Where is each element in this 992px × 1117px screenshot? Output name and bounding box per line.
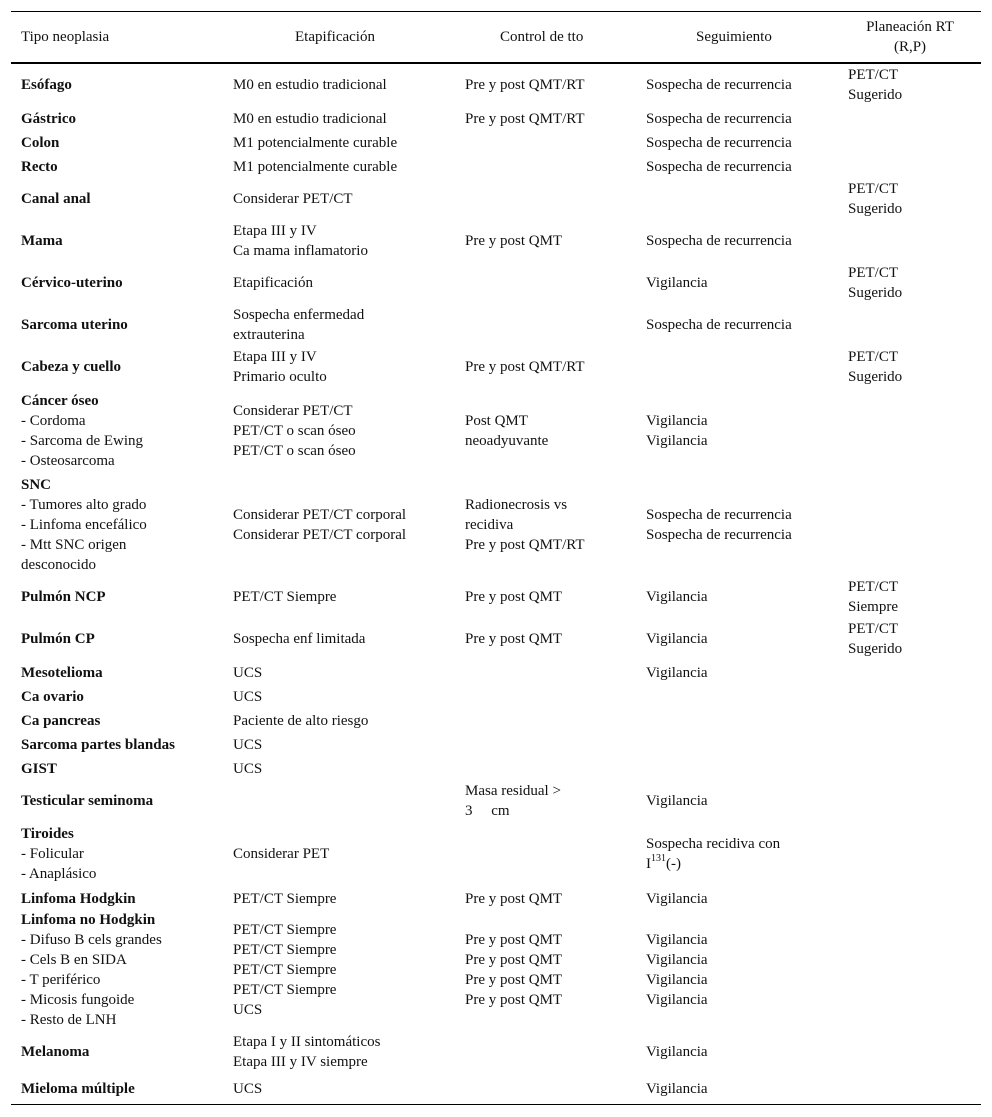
cell-planeacion — [848, 221, 978, 261]
cell-line: Etapa I y II sintomáticos — [233, 1034, 381, 1050]
cell-line: Vigilancia — [646, 972, 708, 988]
table-top-rule — [11, 11, 981, 12]
cell-line: PET/CT o scan óseo — [233, 423, 356, 439]
cell-planeacion — [848, 661, 978, 685]
cell-seguimiento — [646, 577, 841, 617]
cell-control — [465, 347, 640, 387]
cell-control — [465, 709, 640, 733]
table-row — [11, 685, 981, 709]
cell-tipo — [21, 263, 226, 303]
cell-line: Vigilancia — [646, 433, 708, 449]
cell-seguimiento — [646, 263, 841, 303]
cell-line: Pre y post QMT/RT — [465, 537, 585, 553]
cell-control — [465, 263, 640, 303]
cell-etapificacion — [233, 685, 458, 709]
neoplasia-name: Ca ovario — [21, 689, 84, 705]
cell-planeacion — [848, 131, 978, 155]
cell-line: UCS — [233, 689, 263, 705]
table-row — [11, 131, 981, 155]
neoplasia-name: Sarcoma partes blandas — [21, 737, 175, 753]
neoplasia-name: Tiroides — [21, 826, 74, 842]
cell-planeacion — [848, 179, 978, 219]
table-row — [11, 347, 981, 387]
neoplasia-name: Cáncer óseo — [21, 393, 99, 409]
cell-planeacion — [848, 781, 978, 821]
neoplasia-name: Melanoma — [21, 1044, 90, 1060]
cell-line: Vigilancia — [646, 665, 708, 681]
cell-line: Sugerido — [848, 87, 903, 103]
neoplasia-name: Linfoma Hodgkin — [21, 891, 136, 907]
neoplasia-name: Cérvico-uterino — [21, 275, 123, 291]
table-bottom-rule — [11, 1104, 981, 1105]
cell-line: Vigilancia — [646, 275, 708, 291]
cell-etapificacion — [233, 823, 458, 885]
cell-control — [465, 733, 640, 757]
cell-control — [465, 757, 640, 781]
cell-tipo — [21, 911, 226, 1029]
table-row — [11, 305, 981, 345]
table-row — [11, 1031, 981, 1073]
cell-etapificacion — [233, 389, 458, 473]
cell-line: Pre y post QMT/RT — [465, 77, 585, 93]
cell-line: Sugerido — [848, 285, 903, 301]
cell-planeacion — [848, 1077, 978, 1101]
cell-line: PET/CT — [848, 349, 899, 365]
cell-control — [465, 221, 640, 261]
cell-tipo — [21, 757, 226, 781]
cell-line: Pre y post QMT/RT — [465, 111, 585, 127]
cell-line: 3 cm — [465, 803, 510, 819]
cell-control — [465, 661, 640, 685]
neoplasia-name: SNC — [21, 477, 52, 493]
cell-control — [465, 65, 640, 105]
cell-line: PET/CT — [848, 181, 899, 197]
cell-line: UCS — [233, 737, 263, 753]
cell-etapificacion — [233, 347, 458, 387]
cell-seguimiento — [646, 911, 841, 1029]
cell-seguimiento — [646, 1031, 841, 1073]
cell-control — [465, 1077, 640, 1101]
cell-tipo — [21, 155, 226, 179]
cell-tipo — [21, 781, 226, 821]
cell-seguimiento — [646, 733, 841, 757]
cell-control — [465, 475, 640, 575]
cell-planeacion — [848, 1031, 978, 1073]
cell-seguimiento — [646, 757, 841, 781]
cell-tipo — [21, 733, 226, 757]
cell-line: Considerar PET/CT corporal — [233, 507, 407, 523]
cell-line: Pre y post QMT — [465, 952, 563, 968]
cell-tipo — [21, 305, 226, 345]
neoplasia-subtype: - Micosis fungoide — [21, 992, 135, 1008]
neoplasia-name: Esófago — [21, 77, 72, 93]
cell-etapificacion — [233, 757, 458, 781]
cell-tipo — [21, 1077, 226, 1101]
cell-planeacion — [848, 347, 978, 387]
cell-seguimiento — [646, 475, 841, 575]
cell-line: PET/CT — [848, 67, 899, 83]
cell-line: Sospecha de recurrencia — [646, 159, 792, 175]
neoplasia-subtype: - Anaplásico — [21, 866, 97, 882]
cell-line: PET/CT Siempre — [233, 922, 337, 938]
cell-etapificacion — [233, 263, 458, 303]
cell-seguimiento — [646, 65, 841, 105]
cell-planeacion — [848, 619, 978, 659]
table-row — [11, 65, 981, 105]
cell-line: PET/CT Siempre — [233, 982, 337, 998]
cell-line: Sospecha de recurrencia — [646, 233, 792, 249]
neoplasia-subtype: - Linfoma encefálico — [21, 517, 147, 533]
cell-line: Sospecha recidiva con — [646, 836, 781, 852]
cell-etapificacion — [233, 661, 458, 685]
table-row — [11, 107, 981, 131]
cell-line: Vigilancia — [646, 1044, 708, 1060]
cell-control — [465, 389, 640, 473]
cell-tipo — [21, 221, 226, 261]
cell-line: UCS — [233, 1002, 263, 1018]
cell-tipo — [21, 131, 226, 155]
cell-line: Ca mama inflamatorio — [233, 243, 368, 259]
cell-tipo — [21, 347, 226, 387]
cell-line: PET/CT Siempre — [233, 891, 337, 907]
cell-tipo — [21, 179, 226, 219]
cell-tipo — [21, 389, 226, 473]
table-row — [11, 389, 981, 473]
cell-line: Post QMT — [465, 413, 528, 429]
cell-tipo — [21, 709, 226, 733]
neoplasia-subtype: - Mtt SNC origen — [21, 537, 127, 553]
cell-tipo — [21, 823, 226, 885]
cell-line: Considerar PET — [233, 846, 330, 862]
cell-tipo — [21, 661, 226, 685]
cell-line: Vigilancia — [646, 891, 708, 907]
cell-planeacion — [848, 757, 978, 781]
cell-control — [465, 619, 640, 659]
cell-tipo — [21, 475, 226, 575]
header-seguimiento: Seguimiento — [696, 29, 772, 45]
cell-seguimiento — [646, 389, 841, 473]
cell-seguimiento — [646, 107, 841, 131]
cell-etapificacion — [233, 733, 458, 757]
cell-line: Sospecha de recurrencia — [646, 507, 792, 523]
cell-line: Sospecha de recurrencia — [646, 111, 792, 127]
cell-line: Sugerido — [848, 369, 903, 385]
cell-line: Considerar PET/CT corporal — [233, 527, 407, 543]
neoplasia-name: Canal anal — [21, 191, 91, 207]
cell-tipo — [21, 1031, 226, 1073]
cell-line: Sospecha de recurrencia — [646, 77, 792, 93]
sup-exponent: 131 — [651, 853, 666, 864]
cell-seguimiento — [646, 305, 841, 345]
cell-line: UCS — [233, 761, 263, 777]
table-row — [11, 823, 981, 885]
superscript-line — [646, 854, 841, 874]
cell-etapificacion — [233, 1031, 458, 1073]
sup-suffix: (-) — [666, 856, 681, 872]
cell-tipo — [21, 685, 226, 709]
neoplasia-name: Colon — [21, 135, 60, 151]
cell-seguimiento — [646, 661, 841, 685]
cell-etapificacion — [233, 911, 458, 1029]
table-row — [11, 475, 981, 575]
neoplasia-name: Mama — [21, 233, 63, 249]
cell-planeacion — [848, 709, 978, 733]
neoplasia-subtype: - Sarcoma de Ewing — [21, 433, 144, 449]
cell-line: Sospecha de recurrencia — [646, 317, 792, 333]
cell-seguimiento — [646, 179, 841, 219]
header-bottom-rule — [11, 62, 981, 64]
cell-tipo — [21, 619, 226, 659]
cell-seguimiento — [646, 131, 841, 155]
cell-line: M0 en estudio tradicional — [233, 77, 387, 93]
cell-planeacion — [848, 475, 978, 575]
cell-seguimiento — [646, 619, 841, 659]
neoplasia-name: Mesotelioma — [21, 665, 103, 681]
table-row — [11, 577, 981, 617]
table-row — [11, 757, 981, 781]
neoplasia-name: Mieloma múltiple — [21, 1081, 135, 1097]
cell-line: PET/CT o scan óseo — [233, 443, 356, 459]
cell-line: Etapificación — [233, 275, 313, 291]
cell-etapificacion — [233, 131, 458, 155]
cell-control — [465, 179, 640, 219]
neoplasia-subtype: - Cordoma — [21, 413, 86, 429]
cell-line: Etapa III y IV — [233, 349, 317, 365]
cell-line: Masa residual > — [465, 783, 561, 799]
cell-line: recidiva — [465, 517, 514, 533]
cell-planeacion — [848, 577, 978, 617]
neoplasia-name: Ca pancreas — [21, 713, 101, 729]
neoplasia-subtype: - Resto de LNH — [21, 1012, 117, 1028]
table-row — [11, 179, 981, 219]
cell-etapificacion — [233, 709, 458, 733]
cell-control — [465, 911, 640, 1029]
cell-seguimiento — [646, 685, 841, 709]
cell-planeacion — [848, 887, 978, 911]
cell-line: Sospecha de recurrencia — [646, 135, 792, 151]
cell-etapificacion — [233, 305, 458, 345]
cell-planeacion — [848, 733, 978, 757]
cell-line: PET/CT Siempre — [233, 942, 337, 958]
table-row — [11, 263, 981, 303]
cell-planeacion — [848, 107, 978, 131]
cell-control — [465, 577, 640, 617]
table-row — [11, 911, 981, 1029]
cell-control — [465, 781, 640, 821]
cell-line: M1 potencialmente curable — [233, 135, 398, 151]
cell-line: PET/CT — [848, 579, 899, 595]
cell-line: UCS — [233, 1081, 263, 1097]
cell-tipo — [21, 577, 226, 617]
header-control-tto: Control de tto — [500, 29, 584, 45]
cell-line: Sospecha enfermedad — [233, 307, 365, 323]
cell-line: Radionecrosis vs — [465, 497, 568, 513]
cell-line: PET/CT — [848, 265, 899, 281]
cell-line: Pre y post QMT — [465, 932, 563, 948]
neoplasia-subtype: - Folicular — [21, 846, 84, 862]
cell-line: PET/CT Siempre — [233, 962, 337, 978]
cell-line: Pre y post QMT/RT — [465, 359, 585, 375]
cell-planeacion — [848, 911, 978, 1029]
cell-seguimiento — [646, 1077, 841, 1101]
header-etapificacion: Etapificación — [295, 29, 375, 45]
cell-tipo — [21, 65, 226, 105]
neoplasia-subtype: - T periférico — [21, 972, 101, 988]
cell-seguimiento — [646, 823, 841, 885]
cell-line: Vigilancia — [646, 631, 708, 647]
cell-seguimiento — [646, 155, 841, 179]
header-planeacion-rt: Planeación RT (R,P) — [866, 19, 954, 55]
neoplasia-name: Pulmón NCP — [21, 589, 106, 605]
cell-etapificacion — [233, 781, 458, 821]
table-row — [11, 709, 981, 733]
neoplasia-subtype: - Tumores alto grado — [21, 497, 147, 513]
table-row — [11, 155, 981, 179]
cell-control — [465, 1031, 640, 1073]
cell-planeacion — [848, 263, 978, 303]
cell-seguimiento — [646, 221, 841, 261]
cell-etapificacion — [233, 475, 458, 575]
cell-line: Primario oculto — [233, 369, 327, 385]
cell-seguimiento — [646, 709, 841, 733]
cell-line: neoadyuvante — [465, 433, 549, 449]
cell-line: extrauterina — [233, 327, 305, 343]
cell-line: M1 potencialmente curable — [233, 159, 398, 175]
cell-control — [465, 131, 640, 155]
cell-line: Vigilancia — [646, 589, 708, 605]
cell-etapificacion — [233, 65, 458, 105]
cell-line: Sugerido — [848, 641, 903, 657]
cell-line: Pre y post QMT — [465, 972, 563, 988]
table-row — [11, 1077, 981, 1101]
neoplasia-name: Linfoma no Hodgkin — [21, 912, 156, 928]
cell-line: Considerar PET/CT — [233, 403, 353, 419]
neoplasia-name: Sarcoma uterino — [21, 317, 128, 333]
cell-tipo — [21, 107, 226, 131]
cell-line: Pre y post QMT — [465, 992, 563, 1008]
cell-line: Sospecha de recurrencia — [646, 527, 792, 543]
cell-etapificacion — [233, 107, 458, 131]
cell-planeacion — [848, 685, 978, 709]
cell-planeacion — [848, 305, 978, 345]
cell-line: Vigilancia — [646, 952, 708, 968]
cell-planeacion — [848, 155, 978, 179]
cell-etapificacion — [233, 577, 458, 617]
neoplasia-name: Recto — [21, 159, 58, 175]
neoplasia-subtype: - Cels B en SIDA — [21, 952, 127, 968]
cell-line: M0 en estudio tradicional — [233, 111, 387, 127]
cell-seguimiento — [646, 887, 841, 911]
cell-line: Paciente de alto riesgo — [233, 713, 369, 729]
cell-line: Considerar PET/CT — [233, 191, 353, 207]
cell-line: Vigilancia — [646, 932, 708, 948]
cell-control — [465, 107, 640, 131]
sup-base: I — [646, 856, 651, 872]
table-row — [11, 733, 981, 757]
cell-etapificacion — [233, 1077, 458, 1101]
cell-planeacion — [848, 389, 978, 473]
cell-seguimiento — [646, 347, 841, 387]
cell-line: Siempre — [848, 599, 898, 615]
cell-control — [465, 823, 640, 885]
cell-line: Pre y post QMT — [465, 589, 563, 605]
cell-etapificacion — [233, 619, 458, 659]
cell-line: Vigilancia — [646, 1081, 708, 1097]
cell-line: Pre y post QMT — [465, 631, 563, 647]
cell-line: Vigilancia — [646, 992, 708, 1008]
cell-line: PET/CT Siempre — [233, 589, 337, 605]
table-row — [11, 661, 981, 685]
cell-line: PET/CT — [848, 621, 899, 637]
cell-tipo — [21, 887, 226, 911]
cell-planeacion — [848, 823, 978, 885]
cell-etapificacion — [233, 179, 458, 219]
neoplasia-name: Pulmón CP — [21, 631, 95, 647]
table-row — [11, 221, 981, 261]
cell-control — [465, 887, 640, 911]
cell-control — [465, 155, 640, 179]
neoplasia-name: Testicular seminoma — [21, 793, 154, 809]
cell-line: Sugerido — [848, 201, 903, 217]
table-row — [11, 619, 981, 659]
cell-etapificacion — [233, 155, 458, 179]
table-row — [11, 781, 981, 821]
cell-line: Pre y post QMT — [465, 891, 563, 907]
cell-seguimiento — [646, 781, 841, 821]
cell-line: Vigilancia — [646, 793, 708, 809]
cell-line: Etapa III y IV siempre — [233, 1054, 368, 1070]
table-row — [11, 887, 981, 911]
cell-planeacion — [848, 65, 978, 105]
cell-control — [465, 685, 640, 709]
neoplasia-name: GIST — [21, 761, 57, 777]
neoplasia-subtype: - Difuso B cels grandes — [21, 932, 162, 948]
neoplasia-name: Cabeza y cuello — [21, 359, 121, 375]
cell-line: Vigilancia — [646, 413, 708, 429]
cell-line: Sospecha enf limitada — [233, 631, 366, 647]
neoplasia-subtype: - Osteosarcoma — [21, 453, 115, 469]
cell-etapificacion — [233, 221, 458, 261]
cell-line: UCS — [233, 665, 263, 681]
cell-line: Etapa III y IV — [233, 223, 317, 239]
cell-line: Pre y post QMT — [465, 233, 563, 249]
neoplasia-name: Gástrico — [21, 111, 76, 127]
header-tipo-neoplasia: Tipo neoplasia — [21, 29, 110, 45]
neoplasia-subtype: desconocido — [21, 557, 96, 573]
cell-control — [465, 305, 640, 345]
cell-etapificacion — [233, 887, 458, 911]
